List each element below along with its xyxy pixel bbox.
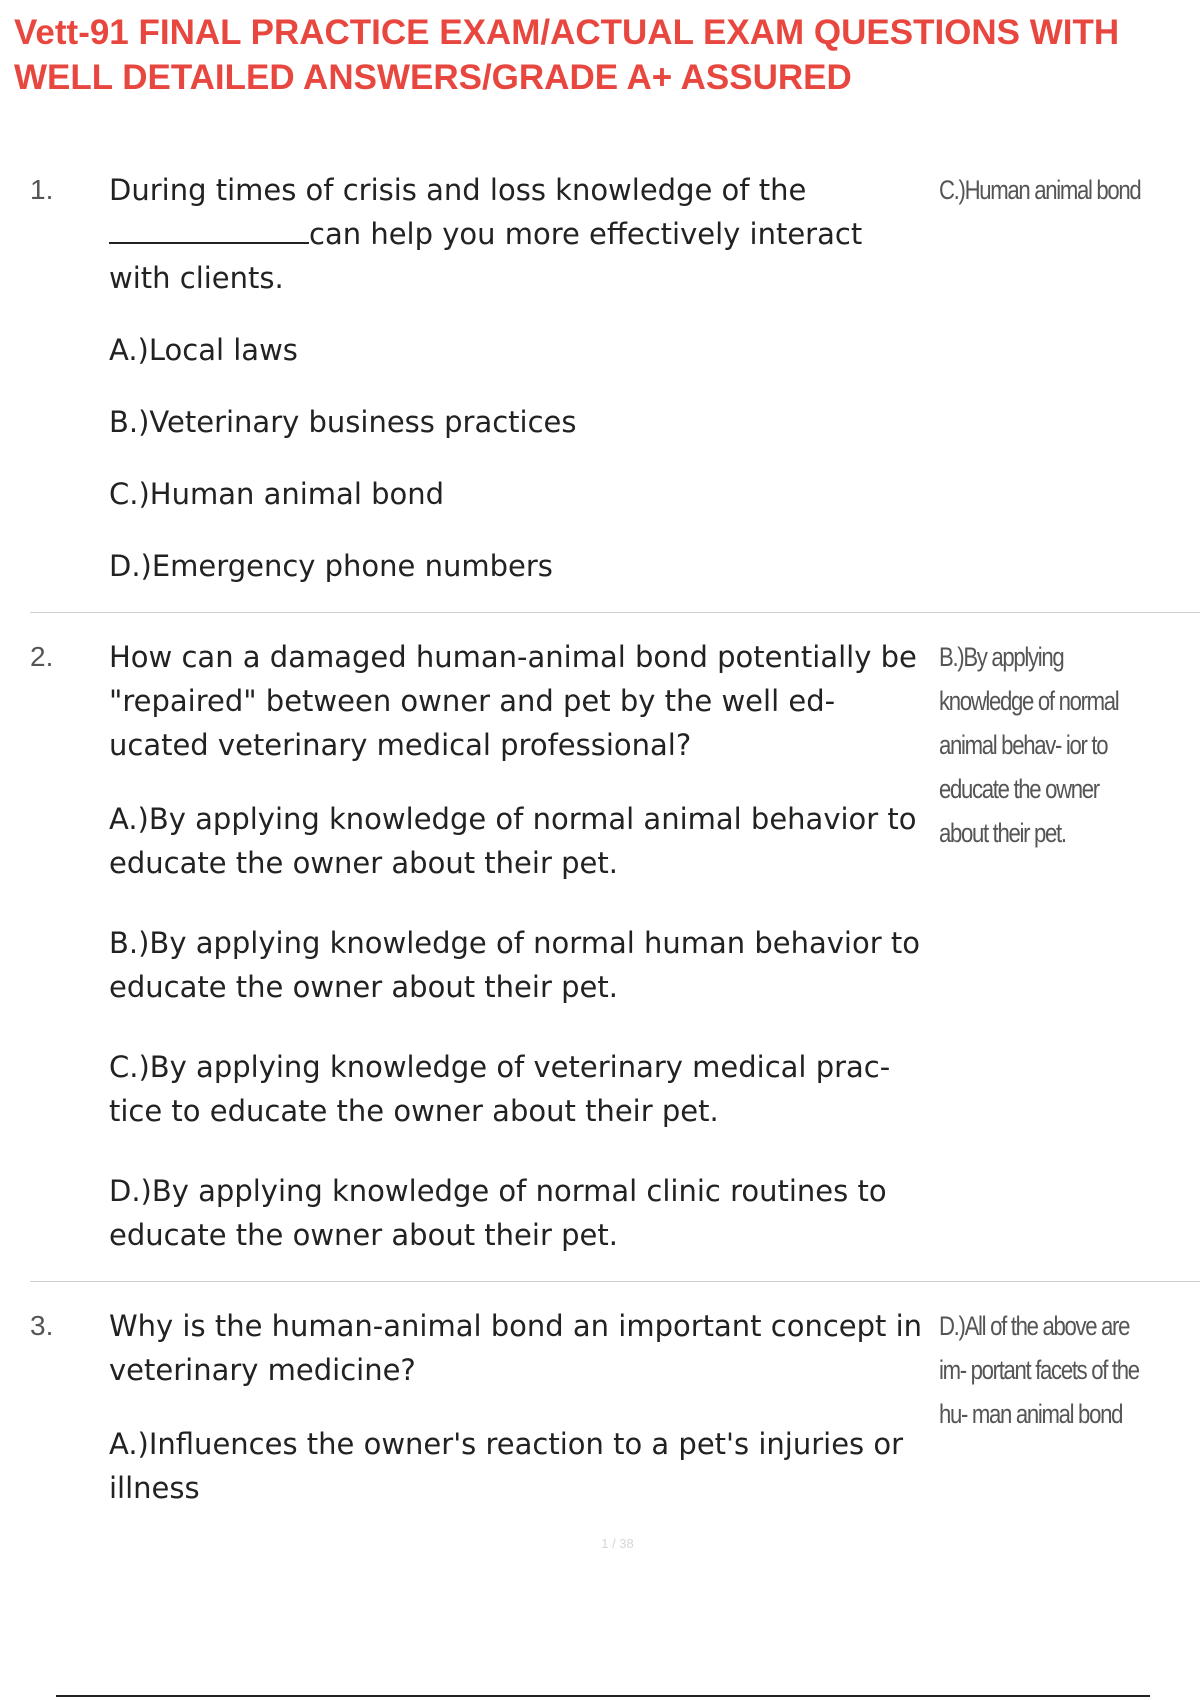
question-number: 2.	[30, 641, 54, 672]
question-text	[109, 168, 925, 300]
question-number: 1.	[30, 174, 54, 205]
answer-option-c: C.)Human animal bond	[109, 477, 445, 511]
answer-option-c: C.)By applying knowledge of veterinary medical prac- tice to educate the owner about their pet.	[109, 1050, 891, 1128]
question-text: Why is the human-animal bond an important concept in veterinary medicine?	[109, 1309, 923, 1387]
footer-divider	[56, 1695, 1150, 1697]
correct-answer: D.)All of the above are im- portant facets of the hu- man animal bond	[939, 1311, 1139, 1429]
answer-option-a: A.)Influences the owner's reaction to a pet's injuries or illness	[109, 1427, 904, 1505]
question-body	[109, 635, 925, 1257]
correct-answer: B.)By applying knowledge of normal animal behav- ior to educate the owner about their pet.	[939, 642, 1119, 848]
answer-option-b: B.)Veterinary business practices	[109, 405, 577, 439]
fill-in-blank	[109, 214, 309, 244]
question-text: How can a damaged human-animal bond potentially be "repaired" between owner and pet by the well ed- ucated veterinary medical professional?	[109, 640, 917, 762]
question-item-2	[30, 612, 1200, 1257]
question-text-after-blank: can help you more effectively interact with clients.	[109, 217, 863, 295]
answer-option-d: D.)Emergency phone numbers	[109, 549, 553, 583]
question-list	[30, 168, 1200, 1510]
question-item-1	[30, 168, 1200, 588]
question-number: 3.	[30, 1310, 54, 1341]
answer-option-a: A.)Local laws	[109, 333, 298, 367]
correct-answer: C.)Human animal bond	[939, 175, 1141, 205]
question-item-3	[30, 1281, 1200, 1510]
page-indicator: 1 / 38	[601, 1536, 634, 1551]
answer-option-a: A.)By applying knowledge of normal animal behavior to educate the owner about their pet.	[109, 802, 917, 880]
document-title: Vett-91 FINAL PRACTICE EXAM/ACTUAL EXAM QUESTIONS WITH WELL DETAILED ANSWERS/GRADE A+ ASSURED	[14, 13, 1120, 97]
answer-option-d: D.)By applying knowledge of normal clinic routines to educate the owner about their pet.	[109, 1174, 887, 1252]
question-text-before-blank: During times of crisis and loss knowledge of the	[109, 173, 807, 207]
question-body	[109, 168, 925, 588]
question-body	[109, 1304, 925, 1510]
answer-option-b: B.)By applying knowledge of normal human behavior to educate the owner about their pet.	[109, 926, 920, 1004]
